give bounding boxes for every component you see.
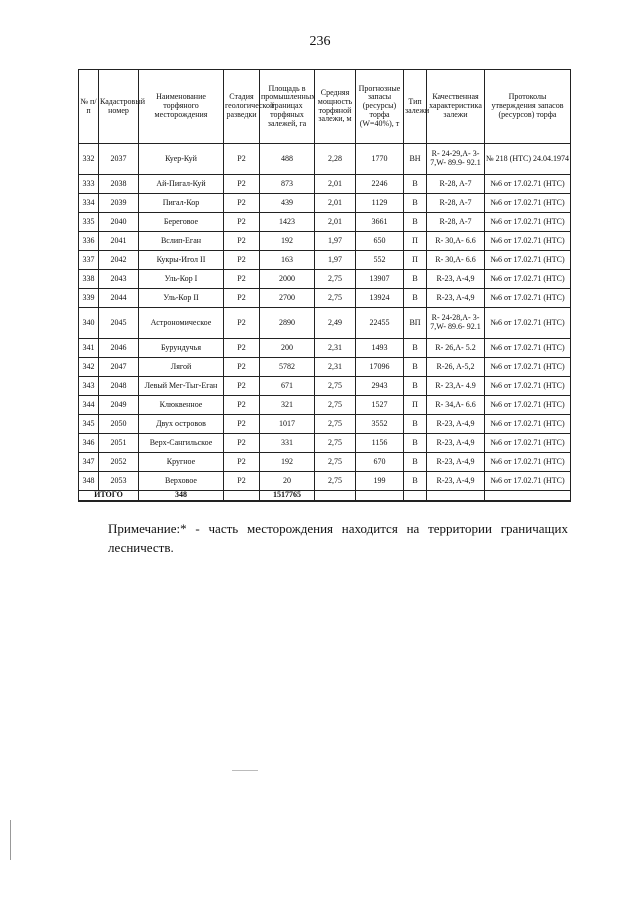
table-row <box>79 144 571 175</box>
table-cell: R- 24-29,A- 3-7,W- 89.9- 92.1 <box>427 144 485 175</box>
table-cell: 337 <box>79 251 99 270</box>
table-cell: В <box>404 472 427 491</box>
table-cell: Двух островов <box>139 415 224 434</box>
header-cell: Качественная характеристика залежи <box>427 70 485 144</box>
table-cell: №6 от 17.02.71 (НТС) <box>485 339 571 358</box>
header-cell: Прогнозные запасы (ресурсы) торфа (W=40%), т <box>356 70 404 144</box>
table-cell: 439 <box>260 194 315 213</box>
table-cell: 1017 <box>260 415 315 434</box>
table-cell: 333 <box>79 175 99 194</box>
table-row <box>79 308 571 339</box>
table-row <box>79 270 571 289</box>
table-cell: 2,75 <box>315 453 356 472</box>
table-cell: P2 <box>224 213 260 232</box>
table-row <box>79 232 571 251</box>
table-cell: R-26, A-5,2 <box>427 358 485 377</box>
table-cell: 2,75 <box>315 434 356 453</box>
table-cell: 335 <box>79 213 99 232</box>
table-cell: 2048 <box>99 377 139 396</box>
table-cell: №6 от 17.02.71 (НТС) <box>485 377 571 396</box>
table-cell: 344 <box>79 396 99 415</box>
table-cell: 345 <box>79 415 99 434</box>
table-cell: P2 <box>224 175 260 194</box>
table-cell: R-23, A-4,9 <box>427 289 485 308</box>
table-cell: R-28, A-7 <box>427 175 485 194</box>
table-cell: P2 <box>224 308 260 339</box>
table-cell: P2 <box>224 434 260 453</box>
table-cell: 341 <box>79 339 99 358</box>
total-empty-cell <box>427 491 485 502</box>
table-cell: 2040 <box>99 213 139 232</box>
table-cell: 2049 <box>99 396 139 415</box>
table-cell: 342 <box>79 358 99 377</box>
table-cell: П <box>404 396 427 415</box>
table-cell: 200 <box>260 339 315 358</box>
table-cell: 17096 <box>356 358 404 377</box>
table-cell: 2700 <box>260 289 315 308</box>
table-cell: В <box>404 213 427 232</box>
table-cell: В <box>404 377 427 396</box>
table-cell: В <box>404 175 427 194</box>
table-cell: Кругное <box>139 453 224 472</box>
table-header-row <box>79 70 571 144</box>
table-cell: ВН <box>404 144 427 175</box>
table-cell: №6 от 17.02.71 (НТС) <box>485 232 571 251</box>
table-cell: №6 от 17.02.71 (НТС) <box>485 194 571 213</box>
table-cell: 1770 <box>356 144 404 175</box>
table-cell: 2,01 <box>315 175 356 194</box>
table-cell: 2000 <box>260 270 315 289</box>
table-row <box>79 175 571 194</box>
table-cell: В <box>404 453 427 472</box>
table-cell: 2246 <box>356 175 404 194</box>
table-cell: 2,75 <box>315 415 356 434</box>
table-cell: R-23, A-4,9 <box>427 453 485 472</box>
table-row <box>79 251 571 270</box>
table-cell: P2 <box>224 270 260 289</box>
table-row <box>79 339 571 358</box>
table-cell: 20 <box>260 472 315 491</box>
table-cell: В <box>404 415 427 434</box>
table-cell: 2044 <box>99 289 139 308</box>
table-cell: П <box>404 232 427 251</box>
page-number: 236 <box>309 34 331 49</box>
header-cell: Тип залежи <box>404 70 427 144</box>
table-cell: P2 <box>224 251 260 270</box>
table-cell: 334 <box>79 194 99 213</box>
total-count: 348 <box>139 491 224 502</box>
table-cell: 2039 <box>99 194 139 213</box>
table-row <box>79 289 571 308</box>
table-cell: 192 <box>260 232 315 251</box>
table-cell: 1423 <box>260 213 315 232</box>
table-cell: 2,31 <box>315 339 356 358</box>
table-cell: Уль-Кор I <box>139 270 224 289</box>
total-empty-cell <box>224 491 260 502</box>
table-cell: №6 от 17.02.71 (НТС) <box>485 358 571 377</box>
table-cell: 1129 <box>356 194 404 213</box>
table-row <box>79 213 571 232</box>
table-cell: 2943 <box>356 377 404 396</box>
table-cell: Верх-Сангильское <box>139 434 224 453</box>
table-cell: 331 <box>260 434 315 453</box>
table-cell: R-28, A-7 <box>427 194 485 213</box>
table-cell: 336 <box>79 232 99 251</box>
total-empty-cell <box>485 491 571 502</box>
table-cell: 3552 <box>356 415 404 434</box>
table-cell: Уль-Кор II <box>139 289 224 308</box>
table-cell: 2043 <box>99 270 139 289</box>
table-cell: 2,01 <box>315 194 356 213</box>
table-cell: 13924 <box>356 289 404 308</box>
table-cell: 338 <box>79 270 99 289</box>
table-cell: R-23, A-4,9 <box>427 434 485 453</box>
table-cell: 2046 <box>99 339 139 358</box>
table-cell: Верховое <box>139 472 224 491</box>
table-cell: Клюквенное <box>139 396 224 415</box>
table-cell: P2 <box>224 472 260 491</box>
total-empty-cell <box>356 491 404 502</box>
table-cell: P2 <box>224 415 260 434</box>
margin-scan-mark <box>10 820 11 860</box>
table-cell: R- 34,A- 6.6 <box>427 396 485 415</box>
header-cell: Протоколы утверждения запасов (ресурсов) торфа <box>485 70 571 144</box>
table-cell: В <box>404 434 427 453</box>
table-cell: В <box>404 339 427 358</box>
table-cell: 2,75 <box>315 396 356 415</box>
table-cell: 873 <box>260 175 315 194</box>
table-cell: №6 от 17.02.71 (НТС) <box>485 396 571 415</box>
table-cell: 5782 <box>260 358 315 377</box>
header-cell: № п/п <box>79 70 99 144</box>
table-cell: В <box>404 270 427 289</box>
table-cell: P2 <box>224 289 260 308</box>
table-cell: 321 <box>260 396 315 415</box>
table-cell: 650 <box>356 232 404 251</box>
table-cell: Лягой <box>139 358 224 377</box>
footnote: Примечание:* - часть месторождения находится на территории граничащих лесничеств. <box>108 521 568 555</box>
table-cell: 2042 <box>99 251 139 270</box>
table-cell: 2,75 <box>315 472 356 491</box>
table-cell: Астрономическое <box>139 308 224 339</box>
table-cell: 2,75 <box>315 270 356 289</box>
table-cell: P2 <box>224 232 260 251</box>
table-cell: 2045 <box>99 308 139 339</box>
header-cell: Стадия геологической разведки <box>224 70 260 144</box>
total-label: ИТОГО <box>79 491 139 502</box>
table-cell: №6 от 17.02.71 (НТС) <box>485 175 571 194</box>
table-cell: 488 <box>260 144 315 175</box>
table-cell: В <box>404 194 427 213</box>
table-row <box>79 377 571 396</box>
table-cell: 671 <box>260 377 315 396</box>
table-cell: 2051 <box>99 434 139 453</box>
table-cell: №6 от 17.02.71 (НТС) <box>485 289 571 308</box>
table-cell: R- 24-28,A- 3-7,W- 89.6- 92.1 <box>427 308 485 339</box>
table-cell: R-23, A-4,9 <box>427 415 485 434</box>
table-cell: №6 от 17.02.71 (НТС) <box>485 213 571 232</box>
table-cell: П <box>404 251 427 270</box>
table-cell: P2 <box>224 144 260 175</box>
table-cell: 199 <box>356 472 404 491</box>
table-cell: 347 <box>79 453 99 472</box>
table-cell: 343 <box>79 377 99 396</box>
table-cell: 552 <box>356 251 404 270</box>
table-cell: 1156 <box>356 434 404 453</box>
table-row <box>79 194 571 213</box>
scan-artifact-line <box>232 770 258 771</box>
header-cell: Кадастровый номер <box>99 70 139 144</box>
table-cell: P2 <box>224 377 260 396</box>
table-cell: R- 23,A- 4.9 <box>427 377 485 396</box>
header-cell: Наименование торфяного месторождения <box>139 70 224 144</box>
table-cell: P2 <box>224 339 260 358</box>
table-cell: R- 30,A- 6.6 <box>427 232 485 251</box>
table-cell: 2038 <box>99 175 139 194</box>
table-cell: P2 <box>224 396 260 415</box>
table-cell: 670 <box>356 453 404 472</box>
table-cell: Пигал-Кор <box>139 194 224 213</box>
table-cell: 340 <box>79 308 99 339</box>
table-cell: 346 <box>79 434 99 453</box>
table-row <box>79 453 571 472</box>
table-cell: №6 от 17.02.71 (НТС) <box>485 453 571 472</box>
table-cell: P2 <box>224 453 260 472</box>
total-empty-cell <box>404 491 427 502</box>
table-cell: №6 от 17.02.71 (НТС) <box>485 308 571 339</box>
table-cell: 3661 <box>356 213 404 232</box>
table-cell: 163 <box>260 251 315 270</box>
table-cell: В <box>404 358 427 377</box>
table-row <box>79 415 571 434</box>
table-cell: P2 <box>224 194 260 213</box>
table-cell: R- 30,A- 6.6 <box>427 251 485 270</box>
table-cell: 2,01 <box>315 213 356 232</box>
table-cell: ВП <box>404 308 427 339</box>
table-cell: 2041 <box>99 232 139 251</box>
table-cell: Береговое <box>139 213 224 232</box>
table-cell: 2052 <box>99 453 139 472</box>
table-cell: 13907 <box>356 270 404 289</box>
table-cell: 2037 <box>99 144 139 175</box>
table-cell: Левый Мег-Тыг-Еган <box>139 377 224 396</box>
table-cell: 2047 <box>99 358 139 377</box>
table-cell: 1,97 <box>315 251 356 270</box>
table-cell: R-23, A-4,9 <box>427 472 485 491</box>
peat-deposits-table <box>78 69 571 502</box>
table-cell: 332 <box>79 144 99 175</box>
table-cell: 1527 <box>356 396 404 415</box>
table-cell: R-23, A-4,9 <box>427 270 485 289</box>
header-cell: Средняя мощность торфяной залежи, м <box>315 70 356 144</box>
table-body <box>79 144 571 491</box>
table-cell: №6 от 17.02.71 (НТС) <box>485 270 571 289</box>
total-area: 1517765 <box>260 491 315 502</box>
table-cell: 2050 <box>99 415 139 434</box>
table-cell: 1493 <box>356 339 404 358</box>
table-cell: R-28, A-7 <box>427 213 485 232</box>
table-row <box>79 396 571 415</box>
table-row <box>79 472 571 491</box>
table-cell: Куер-Куй <box>139 144 224 175</box>
table-cell: Ай-Пигал-Куй <box>139 175 224 194</box>
table-cell: Бурундучья <box>139 339 224 358</box>
table-cell: №6 от 17.02.71 (НТС) <box>485 434 571 453</box>
table-cell: 2,49 <box>315 308 356 339</box>
table-cell: №6 от 17.02.71 (НТС) <box>485 415 571 434</box>
table-row <box>79 434 571 453</box>
table-cell: R- 26,A- 5.2 <box>427 339 485 358</box>
table-cell: 339 <box>79 289 99 308</box>
table-cell: В <box>404 289 427 308</box>
table-cell: 2053 <box>99 472 139 491</box>
table-cell: 2,28 <box>315 144 356 175</box>
table-cell: 22455 <box>356 308 404 339</box>
table-cell: 2,75 <box>315 289 356 308</box>
table-cell: Вслип-Еган <box>139 232 224 251</box>
table-cell: 348 <box>79 472 99 491</box>
table-cell: 2890 <box>260 308 315 339</box>
table-cell: №6 от 17.02.71 (НТС) <box>485 472 571 491</box>
table-cell: №6 от 17.02.71 (НТС) <box>485 251 571 270</box>
table-cell: 192 <box>260 453 315 472</box>
table-row <box>79 358 571 377</box>
table-cell: 2,31 <box>315 358 356 377</box>
table-cell: № 218 (НТС) 24.04.1974 <box>485 144 571 175</box>
table-cell: Кукры-Игол II <box>139 251 224 270</box>
table-total-row <box>79 491 571 502</box>
table-cell: 1,97 <box>315 232 356 251</box>
table-cell: 2,75 <box>315 377 356 396</box>
header-cell: Площадь в промышленных границах торфяных залежей, га <box>260 70 315 144</box>
total-empty-cell <box>315 491 356 502</box>
table-cell: P2 <box>224 358 260 377</box>
